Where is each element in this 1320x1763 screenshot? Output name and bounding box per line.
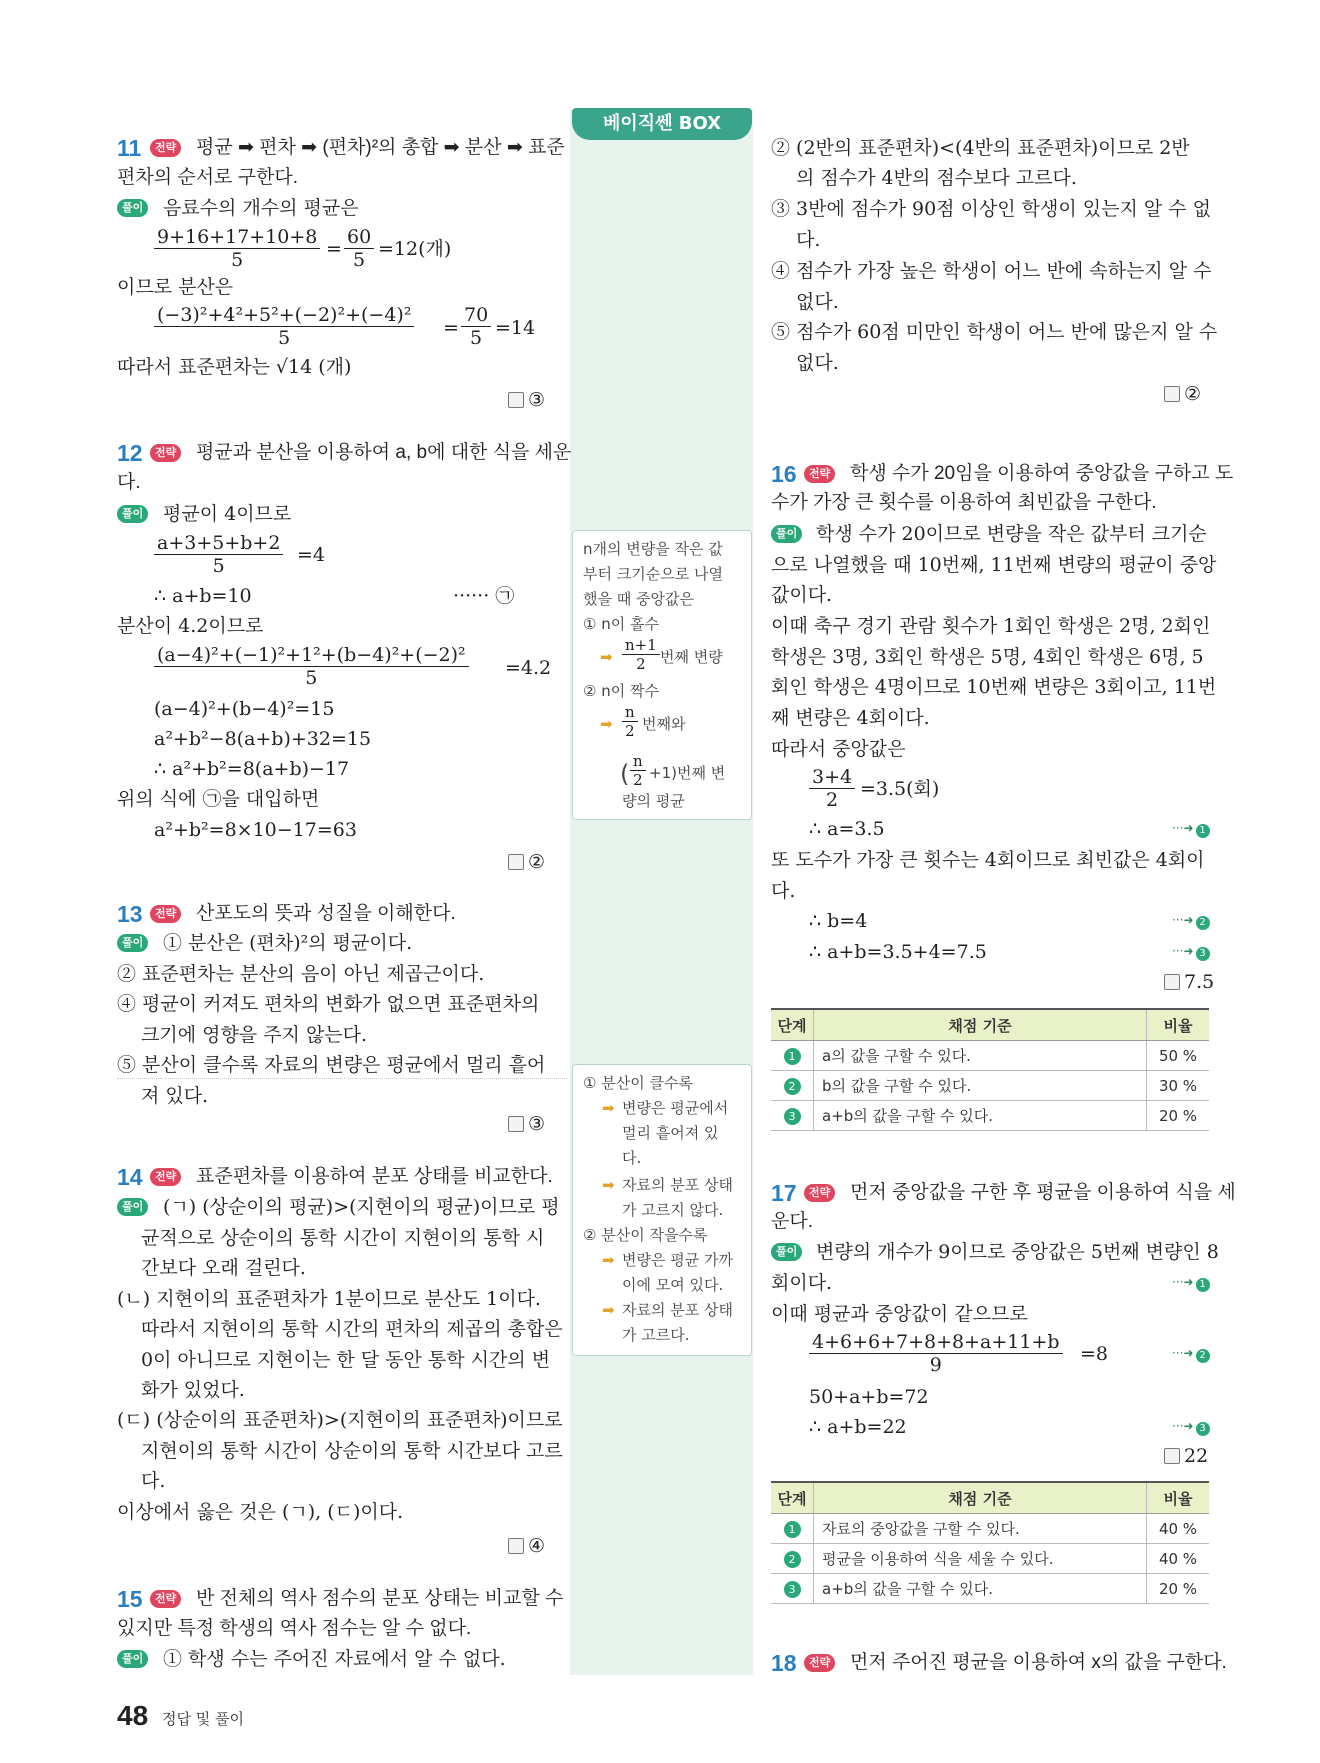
step-marker-2: ···➜ 2	[1172, 913, 1210, 930]
q16-line2c: 회인 학생은 4명이므로 10번째 변량은 3회이고, 11번	[771, 676, 1217, 698]
step-marker-3: ···➜ 3	[1172, 1419, 1210, 1436]
table-row	[771, 1574, 1209, 1604]
step-number: 2	[784, 1078, 801, 1095]
q16-scoring-table	[771, 1008, 1209, 1131]
q15-right-line2b: 다.	[796, 229, 821, 251]
answer-icon	[508, 392, 524, 408]
q17-line3: 50+a+b=72	[809, 1386, 929, 1408]
answer-icon	[1164, 386, 1180, 402]
side1-line5-tail: 번째 변량	[660, 648, 723, 666]
q12-mean-eq: =4	[297, 544, 326, 566]
q15-right-line2: ③ 3반에 점수가 90점 이상인 학생이 있는지 알 수 없	[771, 198, 1211, 220]
q11-fraction-mean: $\frac{9+16+17+10+8}{5}$	[154, 226, 320, 271]
q15-strategy: 반 전체의 역사 점수의 분포 상태는 비교할 수	[196, 1588, 564, 1609]
q11-solution-line3: 따라서 표준편차는 √14 (개)	[117, 356, 352, 378]
answer-icon	[508, 1116, 524, 1132]
answer-icon	[508, 1538, 524, 1554]
arrow-icon: ➡	[602, 1251, 615, 1269]
solution-badge: 풀이	[771, 1243, 802, 1261]
criterion-cell: 자료의 중앙값을 구할 수 있다.	[814, 1514, 1147, 1544]
q14-line4: 이상에서 옳은 것은 (ㄱ), (ㄷ)이다.	[117, 1501, 404, 1523]
q12-solution-line1: 평균이 4이므로	[163, 503, 292, 525]
question-number-13: 13	[117, 901, 143, 927]
q16-answer: 7.5	[1164, 971, 1214, 993]
side2-line7: ② 분산이 작을수록	[583, 1226, 708, 1244]
q16-strategy: 학생 수가 20임을 이용하여 중앙값을 구하고 도	[850, 463, 1234, 484]
side2-line11: 가 고르다.	[622, 1326, 690, 1344]
q11-mean-result: =12(개)	[378, 238, 452, 260]
step-marker-3: ···➜ 3	[1172, 944, 1210, 961]
q16-fraction-median: $\frac{3+4}{2}$	[809, 766, 855, 811]
q16-line7: ∴ a+b=3.5+4=7.5	[809, 941, 987, 963]
q16-line1c: 값이다.	[771, 584, 833, 606]
step-number: 2	[784, 1551, 801, 1568]
q14-line2: (ㄴ) 지현이의 표준편차가 1분이므로 분산도 1이다.	[117, 1288, 541, 1310]
solution-badge: 풀이	[117, 199, 148, 217]
q11-fraction-60-5: $\frac{60}{5}$	[344, 226, 374, 271]
q12-strategy: 평균과 분산을 이용하여 a, b에 대한 식을 세운	[196, 442, 572, 463]
q17-strategy: 먼저 중앙값을 구한 후 평균을 이용하여 식을 세	[850, 1182, 1236, 1203]
q15-answer: ②	[1164, 383, 1201, 405]
arrow-icon: ➡	[602, 1176, 615, 1194]
side1-line7-tail: 번째와	[642, 715, 686, 733]
q18-strategy: 먼저 주어진 평균을 이용하여 x의 값을 구한다.	[850, 1652, 1227, 1673]
step-number: 3	[784, 1581, 801, 1598]
q14-line1c: 간보다 오래 걸린다.	[141, 1257, 306, 1279]
q16-line2: 이때 축구 경기 관람 횟수가 1회인 학생은 2명, 2회인	[771, 615, 1211, 637]
header-ratio: 비율	[1147, 1482, 1210, 1514]
header-step: 단계	[771, 1009, 814, 1041]
header-ratio: 비율	[1147, 1009, 1210, 1041]
q12-line6: 위의 식에 ㉠을 대입하면	[117, 788, 320, 810]
q14-line1: (ㄱ) (상순이의 평균)>(지현이의 평균)이므로 평	[163, 1196, 560, 1218]
side2-line8: 변량은 평균 가까	[622, 1251, 733, 1269]
side2-arrow4	[602, 1299, 615, 1321]
q13-strategy: 산포도의 뜻과 성질을 이해한다.	[196, 903, 456, 924]
side2-line2: 변량은 평균에서	[622, 1099, 729, 1117]
q17-fraction-mean: $\frac{4+6+6+7+8+8+a+11+b}{9}$	[809, 1331, 1063, 1376]
q15-line1: ① 학생 수는 주어진 자료에서 알 수 없다.	[163, 1648, 506, 1670]
side1-fraction-odd: $\frac{n+1}{2}$	[622, 636, 660, 673]
q16-line1b: 으로 나열했을 때 10번째, 11번째 변량의 평균이 중앙	[771, 554, 1217, 576]
side1-arrow-odd	[600, 646, 613, 668]
header-step: 단계	[771, 1482, 814, 1514]
step-marker-2: ···➜ 2	[1172, 1346, 1210, 1363]
side1-fraction-even2: $\frac{n}{2}$	[630, 752, 646, 789]
q15-right-line1b: 의 점수가 4반의 점수보다 고르다.	[796, 167, 1077, 189]
q14-line3b: 지현이의 통학 시간이 상순이의 통학 시간보다 고르	[141, 1440, 563, 1462]
q14-strategy: 표준편차를 이용하여 분포 상태를 비교한다.	[196, 1166, 553, 1187]
table-header-row	[771, 1009, 1209, 1041]
side1-line9: 량의 평균	[622, 792, 685, 810]
q11-answer: ③	[508, 389, 545, 411]
question-number-17: 17	[771, 1180, 797, 1206]
q16-line2b: 학생은 3명, 3회인 학생은 5명, 4회인 학생은 6명, 5	[771, 646, 1204, 668]
side1-line6: ② n이 짝수	[583, 682, 659, 700]
q11-strategy-line2: 편차의 순서로 구한다.	[117, 167, 299, 188]
criterion-cell: a+b의 값을 구할 수 있다.	[814, 1101, 1147, 1131]
q13-line4: ⑤ 분산이 클수록 자료의 변량은 평균에서 멀리 흩어	[117, 1054, 546, 1076]
solution-badge: 풀이	[117, 1198, 148, 1216]
q12-answer: ②	[508, 851, 545, 873]
q17-line1b: 회이다.	[771, 1272, 833, 1294]
q11-variance-result: =14	[495, 317, 536, 339]
q13-line1: ① 분산은 (편차)²의 평균이다.	[163, 932, 413, 954]
answer-icon	[1164, 974, 1180, 990]
q17-answer: 22	[1164, 1445, 1208, 1467]
ratio-cell: 30 %	[1147, 1071, 1210, 1101]
q17-line2: 이때 평균과 중앙값이 같으므로	[771, 1303, 1028, 1325]
arrow-icon: ➡	[602, 1301, 615, 1319]
side2-arrow3	[602, 1249, 615, 1271]
side2-line4: 다.	[622, 1149, 642, 1167]
strategy-badge: 전략	[804, 465, 835, 483]
q12-line3: (a−4)²+(b−4)²=15	[154, 698, 335, 720]
q15-right-line3b: 없다.	[796, 291, 839, 313]
q16-line2d: 째 변량은 4회이다.	[771, 707, 930, 729]
strategy-badge: 전략	[150, 1168, 181, 1186]
q14-answer: ④	[508, 1535, 545, 1557]
q12-strategy-line2: 다.	[117, 472, 141, 493]
arrow-icon: ➡	[600, 715, 613, 733]
page-label: 정답 및 풀이	[162, 1710, 244, 1728]
q13-answer: ③	[508, 1113, 545, 1135]
criterion-cell: a의 값을 구할 수 있다.	[814, 1041, 1147, 1071]
table-row	[771, 1544, 1209, 1574]
q11-fraction-70-5: $\frac{70}{5}$	[461, 304, 491, 349]
q13-line3: ④ 평균이 커져도 편차의 변화가 없으면 표준편차의	[117, 993, 540, 1015]
q12-line7: a²+b²=8×10−17=63	[154, 819, 357, 841]
q15-right-line1: ② (2반의 표준편차)<(4반의 표준편차)이므로 2반	[771, 137, 1190, 159]
side1-paren-open: (	[620, 760, 630, 788]
answer-icon	[508, 854, 524, 870]
q12-line-a-plus-b: ∴ a+b=10	[154, 585, 252, 607]
q11-solution-line1: 음료수의 개수의 평균은	[163, 197, 359, 219]
ratio-cell: 50 %	[1147, 1041, 1210, 1071]
question-number-15: 15	[117, 1586, 143, 1612]
q14-line2c: 0이 아니므로 지현이는 한 달 동안 통학 시간의 변	[141, 1349, 551, 1371]
side1-line8-tail: +1)번째 변	[649, 764, 726, 782]
question-number-12: 12	[117, 440, 143, 466]
basic-box-tab: 베이직쎈 BOX	[572, 108, 752, 140]
q16-line4: ∴ a=3.5	[809, 818, 885, 840]
criterion-cell: a+b의 값을 구할 수 있다.	[814, 1574, 1147, 1604]
criterion-cell: 평균을 이용하여 식을 세울 수 있다.	[814, 1544, 1147, 1574]
q14-line1b: 균적으로 상순이의 통학 시간이 지현이의 통학 시	[141, 1227, 545, 1249]
header-criterion: 채점 기준	[814, 1009, 1147, 1041]
step-number: 1	[784, 1521, 801, 1538]
q15-right-line4b: 없다.	[796, 352, 839, 374]
strategy-badge: 전략	[804, 1654, 835, 1672]
q17-strategy-line2: 운다.	[771, 1211, 813, 1232]
q16-line3: 따라서 중앙값은	[771, 738, 906, 760]
q12-line2: 분산이 4.2이므로	[117, 615, 264, 637]
q12-line5: ∴ a²+b²=8(a+b)−17	[154, 758, 350, 780]
ratio-cell: 20 %	[1147, 1574, 1210, 1604]
strategy-badge: 전략	[150, 905, 181, 923]
side1-line1: n개의 변량을 작은 값	[583, 540, 723, 558]
q16-median-result: =3.5(회)	[860, 778, 940, 800]
q11-solution-line2: 이므로 분산은	[117, 276, 234, 298]
strategy-badge: 전략	[150, 1590, 181, 1608]
step-marker-1: ···➜ 1	[1172, 821, 1210, 838]
side2-line3: 멀리 흩어져 있	[622, 1124, 719, 1142]
q14-line2b: 따라서 지현이의 통학 시간의 편차의 제곱의 총합은	[141, 1318, 563, 1340]
side2-line9: 이에 모여 있다.	[622, 1276, 724, 1294]
side1-line2: 부터 크기순으로 나열	[583, 565, 723, 583]
q13-line2: ② 표준편차는 분산의 음이 아닌 제곱근이다.	[117, 963, 485, 985]
side1-fraction-even: $\frac{n}{2}$	[622, 703, 638, 740]
step-marker-1: ···➜ 1	[1172, 1275, 1210, 1292]
q12-fraction-variance: $\frac{\text{(a−4)²+(−1)²+1²+(b−4)²+(−2)²}}{5}$	[154, 644, 469, 689]
arrow-icon: ➡	[600, 648, 613, 666]
table-row	[771, 1514, 1209, 1544]
table-header-row	[771, 1482, 1209, 1514]
q16-line1: 학생 수가 20이므로 변량을 작은 값부터 크기순	[816, 523, 1207, 545]
table-row	[771, 1101, 1209, 1131]
q11-eq2: =	[443, 317, 459, 339]
q14-line3: (ㄷ) (상순이의 표준편차)>(지현이의 표준편차)이므로	[117, 1409, 563, 1431]
side2-line5: 자료의 분포 상태	[622, 1176, 733, 1194]
q11-strategy: 평균 ➡ 편차 ➡ (편차)²의 총합 ➡ 분산 ➡ 표준	[196, 137, 565, 158]
page-number: 48	[117, 1700, 149, 1731]
table-row	[771, 1071, 1209, 1101]
step-number: 3	[784, 1108, 801, 1125]
q14-line2d: 화가 있었다.	[141, 1379, 245, 1401]
q11-eq: =	[326, 238, 342, 260]
side2-arrow2	[602, 1174, 615, 1196]
q17-line4: ∴ a+b=22	[809, 1416, 907, 1438]
side1-arrow-even	[600, 713, 613, 735]
solution-badge: 풀이	[117, 934, 148, 952]
answer-icon	[1164, 1448, 1180, 1464]
side2-line1: ① 분산이 클수록	[583, 1074, 693, 1092]
q16-strategy-line2: 수가 가장 큰 횟수를 이용하여 최빈값을 구한다.	[771, 492, 1157, 513]
arrow-icon: ➡	[602, 1099, 615, 1117]
side2-line10: 자료의 분포 상태	[622, 1301, 733, 1319]
side1-line3: 했을 때 중앙값은	[583, 590, 694, 608]
q15-right-line4: ⑤ 점수가 60점 미만인 학생이 어느 반에 많은지 알 수	[771, 321, 1218, 343]
q12-variance-eq: =4.2	[505, 657, 552, 679]
step-number: 1	[784, 1048, 801, 1065]
q16-line5b: 다.	[771, 880, 796, 902]
q13-line4b: 져 있다.	[141, 1085, 209, 1107]
solution-badge: 풀이	[117, 1650, 148, 1668]
q11-fraction-variance: $\frac{\text{(−3)²+4²+5²+(−2)²+(−4)²}}{5}$	[154, 304, 414, 349]
q12-marker-1: ······ ㉠	[453, 585, 515, 607]
q17-mean-eq: =8	[1080, 1343, 1109, 1365]
q17-scoring-table	[771, 1481, 1209, 1604]
q16-line6: ∴ b=4	[809, 910, 868, 932]
solution-badge: 풀이	[771, 525, 802, 543]
ratio-cell: 40 %	[1147, 1514, 1210, 1544]
strategy-badge: 전략	[150, 444, 181, 462]
question-number-14: 14	[117, 1164, 143, 1190]
q15-strategy-line2: 있지만 특정 학생의 역사 점수는 알 수 없다.	[117, 1618, 472, 1639]
q13-line3b: 크기에 영향을 주지 않는다.	[141, 1024, 368, 1046]
q15-right-line3: ④ 점수가 가장 높은 학생이 어느 반에 속하는지 알 수	[771, 260, 1212, 282]
side1-line4: ① n이 홀수	[583, 615, 659, 633]
side2-arrow1	[602, 1097, 615, 1119]
ratio-cell: 40 %	[1147, 1544, 1210, 1574]
table-row	[771, 1041, 1209, 1071]
criterion-cell: b의 값을 구할 수 있다.	[814, 1071, 1147, 1101]
q12-line4: a²+b²−8(a+b)+32=15	[154, 728, 372, 750]
dotted-guide-line	[117, 1078, 567, 1079]
ratio-cell: 20 %	[1147, 1101, 1210, 1131]
q12-fraction-mean: $\frac{a+3+5+b+2}{5}$	[154, 532, 283, 577]
strategy-badge: 전략	[804, 1184, 835, 1202]
solution-badge: 풀이	[117, 505, 148, 523]
side2-line6: 가 고르지 않다.	[622, 1201, 724, 1219]
strategy-badge: 전략	[150, 139, 181, 157]
center-sidebar-strip	[570, 110, 753, 1675]
q14-line3c: 다.	[141, 1470, 166, 1492]
q16-line5: 또 도수가 가장 큰 횟수는 4회이므로 최빈값은 4회이	[771, 849, 1205, 871]
header-criterion: 채점 기준	[814, 1482, 1147, 1514]
question-number-18: 18	[771, 1650, 797, 1676]
question-number-16: 16	[771, 461, 797, 487]
question-number-11: 11	[117, 135, 142, 161]
q17-line1: 변량의 개수가 9이므로 중앙값은 5번째 변량인 8	[816, 1241, 1219, 1263]
